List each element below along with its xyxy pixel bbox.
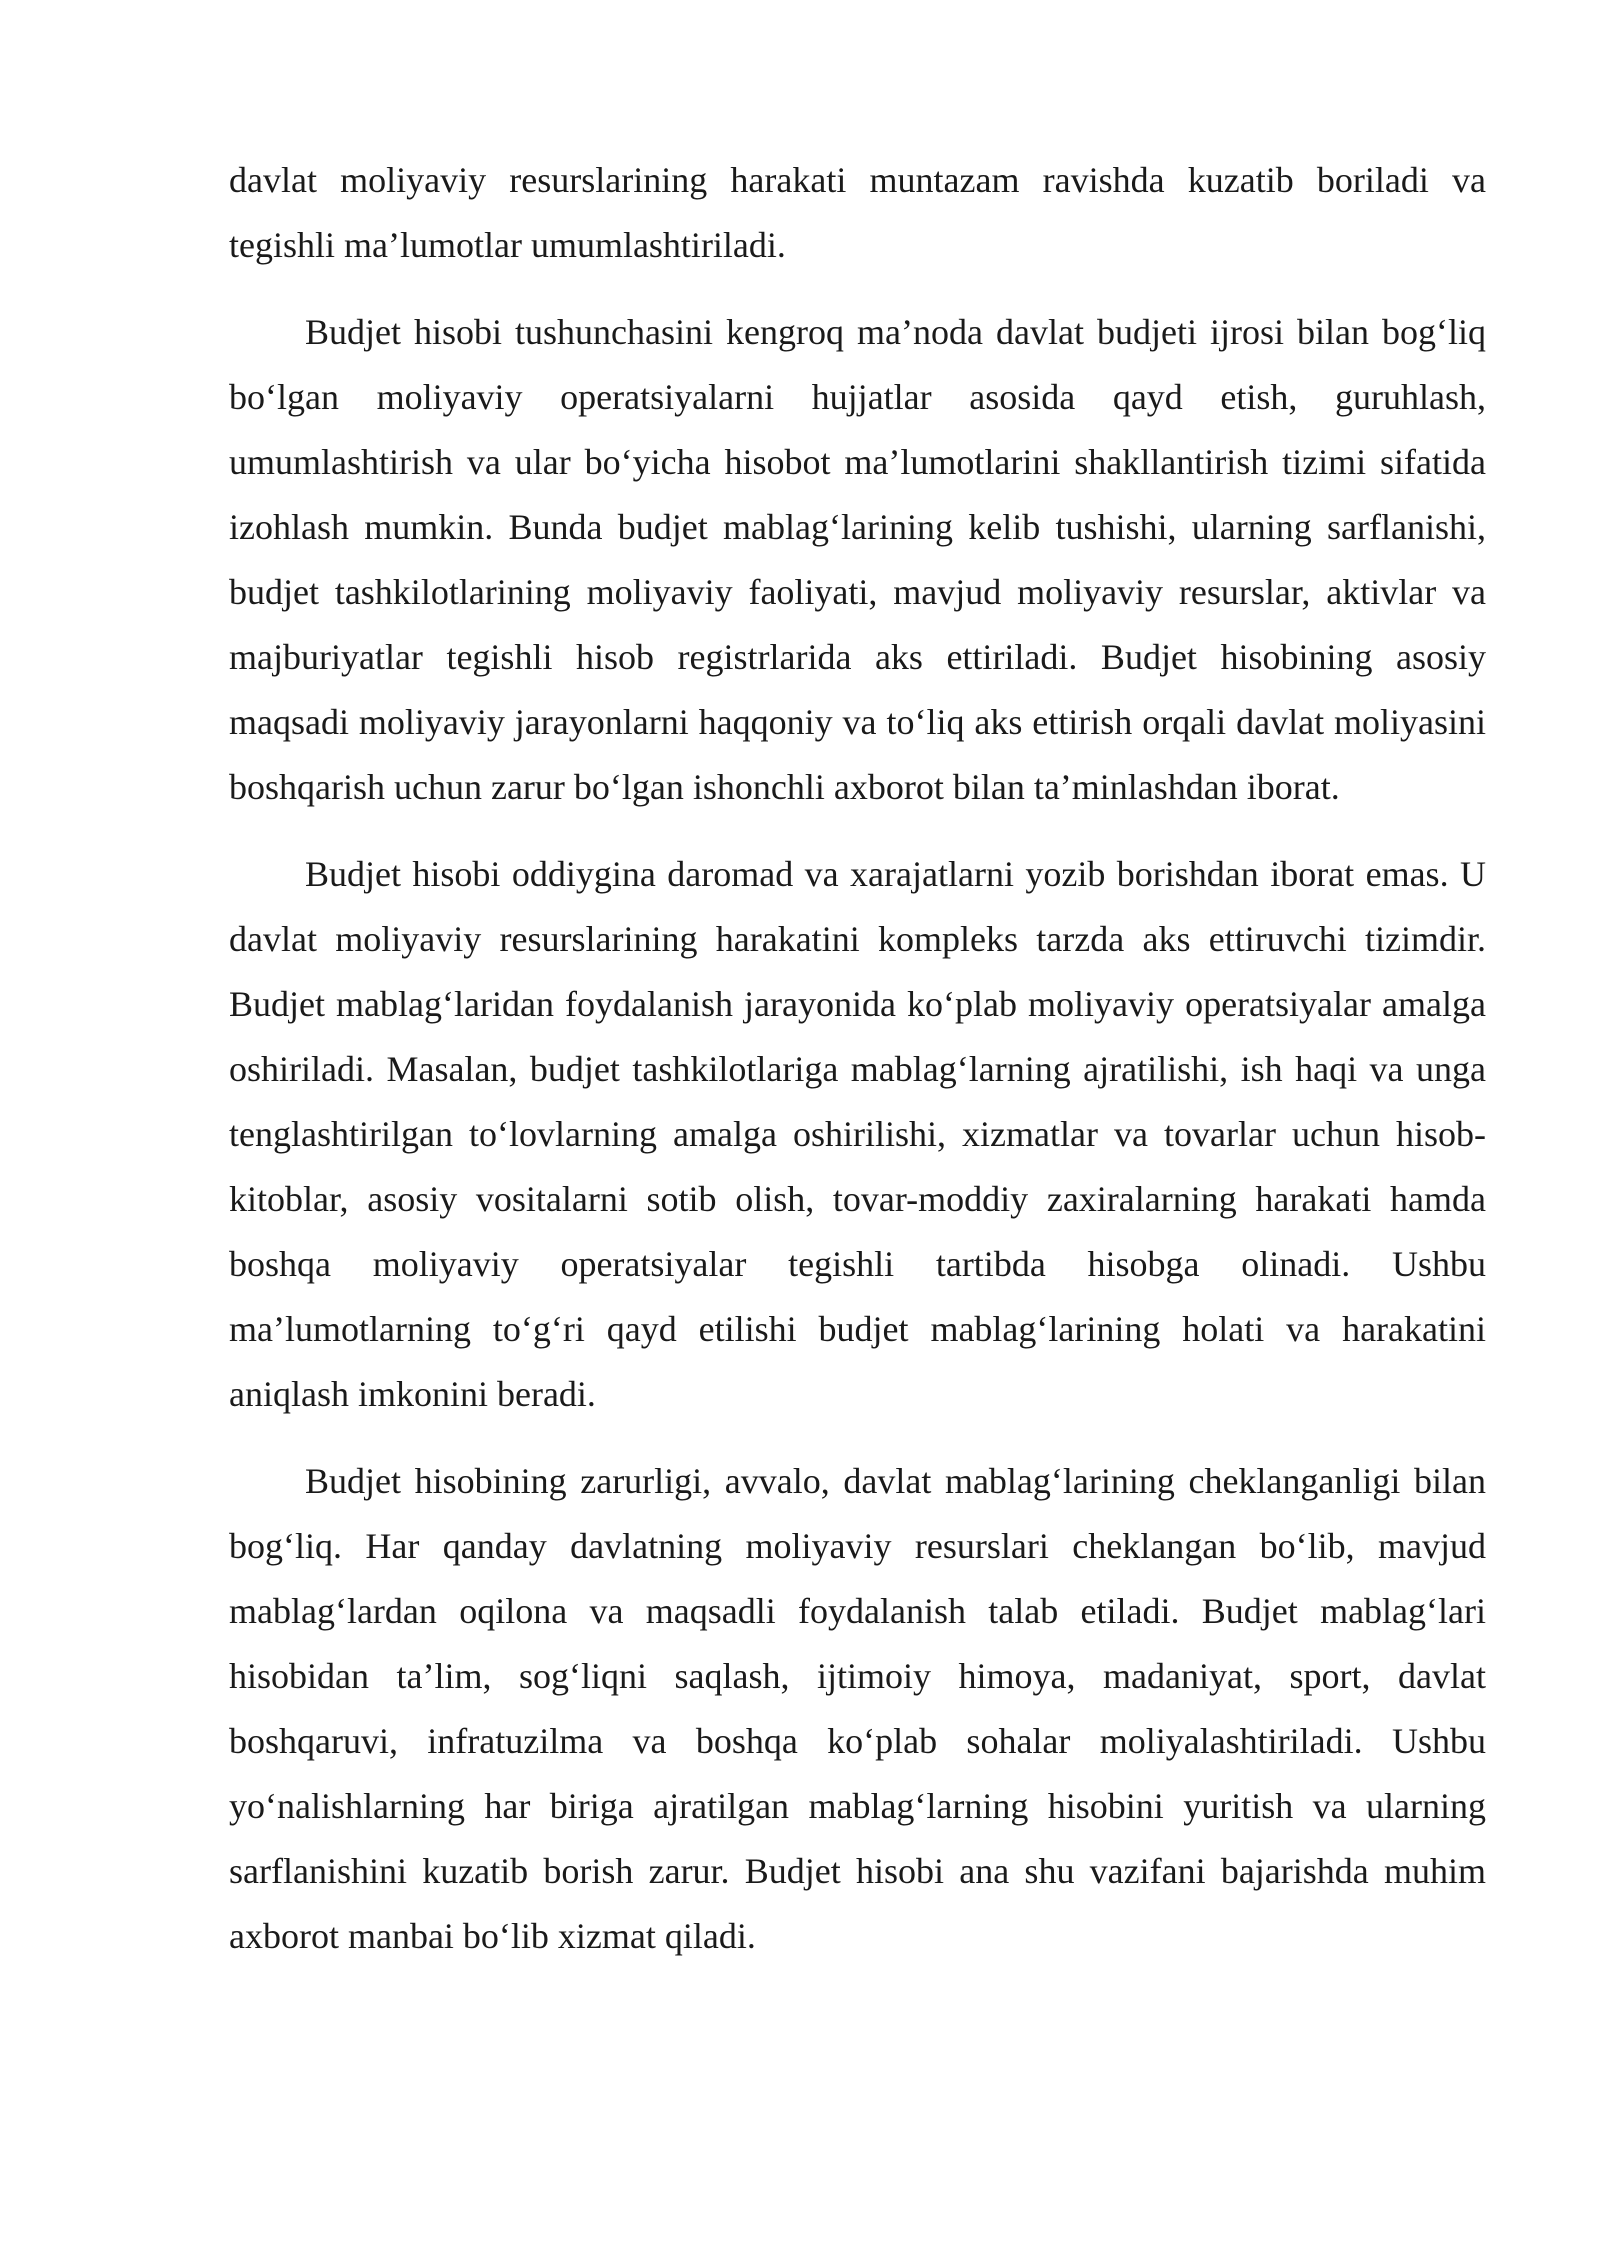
paragraph-budget-accounting-scope: Budjet hisobi oddiygina daromad va xarajatlarni yozib borishdan iborat emas. U davlat moliyaviy resurslarining harakatini kompleks tarzda aks ettiruvchi tizimdir. Budjet mablag‘laridan foydalanish jarayonida ko‘plab moliyaviy operatsiyalar amalga oshiriladi. Masalan, budjet tashkilotlariga mablag‘larning ajratilishi, ish haqi va unga tenglashtirilgan to‘lovlarning amalga oshirilishi, xizmatlar va tovarlar uchun hisob-kitoblar, asosiy vositalarni sotib olish, tovar-moddiy zaxiralarning harakati hamda boshqa moliyaviy operatsiyalar tegishli tartibda hisobga olinadi. Ushbu ma’lumotlarning to‘g‘ri qayd etilishi budjet mablag‘larining holati va harakatini aniqlash imkonini beradi. xyxy=(229,854,1486,1414)
paragraph-budget-accounting-necessity: Budjet hisobining zarurligi, avvalo, davlat mablag‘larining cheklanganligi bilan bog‘liq. Har qanday davlatning moliyaviy resurslari cheklangan bo‘lib, mavjud mablag‘lardan oqilona va maqsadli foydalanish talab etiladi. Budjet mablag‘lari hisobidan ta’lim, sog‘liqni saqlash, ijtimoiy himoya, madaniyat, sport, davlat boshqaruvi, infratuzilma va boshqa ko‘plab sohalar moliyalashtiriladi. Ushbu yo‘nalishlarning har biriga ajratilgan mablag‘larning hisobini yuritish va ularning sarflanishini kuzatib borish zarur. Budjet hisobi ana shu vazifani bajarishda muhim axborot manbai bo‘lib xizmat qiladi. xyxy=(229,1461,1486,1956)
paragraph-budget-accounting-definition: Budjet hisobi tushunchasini kengroq ma’noda davlat budjeti ijrosi bilan bog‘liq bo‘lgan moliyaviy operatsiyalarni hujjatlar asosida qayd etish, guruhlash, umumlashtirish va ular bo‘yicha hisobot ma’lumotlarini shakllantirish tizimi sifatida izohlash mumkin. Bunda budjet mablag‘larining kelib tushishi, ularning sarflanishi, budjet tashkilotlarining moliyaviy faoliyati, mavjud moliyaviy resurslar, aktivlar va majburiyatlar tegishli hisob registrlarida aks ettiriladi. Budjet hisobining asosiy maqsadi moliyaviy jarayonlarni haqqoniy va to‘liq aks ettirish orqali davlat moliyasini boshqarish uchun zarur bo‘lgan ishonchli axborot bilan ta’minlashdan iborat. xyxy=(229,312,1486,807)
paragraph-continuation: davlat moliyaviy resurslarining harakati muntazam ravishda kuzatib boriladi va tegishli ma’lumotlar umumlashtiriladi. xyxy=(229,160,1486,265)
document-body xyxy=(229,148,1486,1991)
